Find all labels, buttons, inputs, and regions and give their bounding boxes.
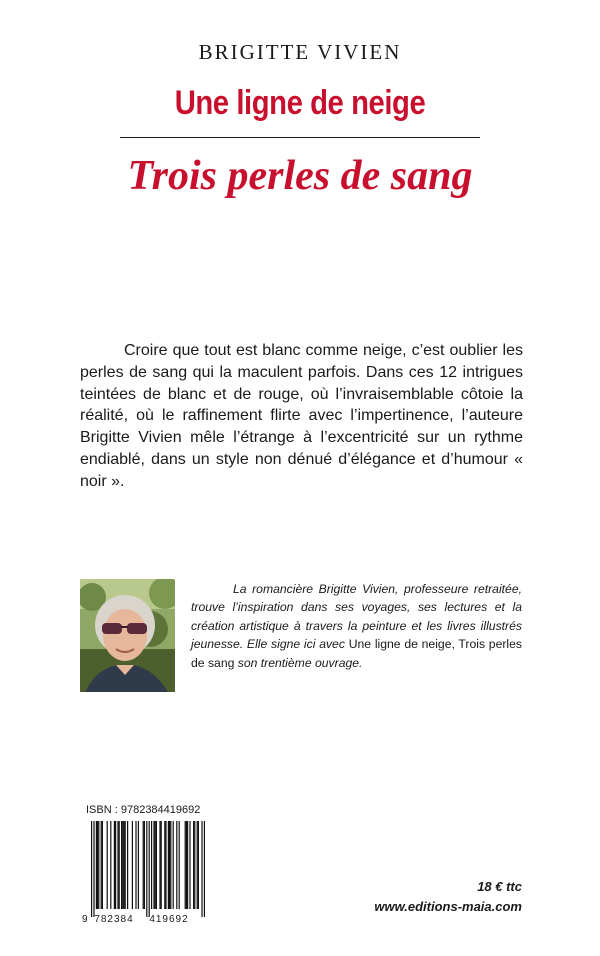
barcode-bar: [197, 821, 198, 909]
barcode-bar: [93, 821, 94, 917]
barcode-bar: [96, 821, 97, 909]
barcode-bar: [119, 821, 120, 909]
barcode-bar: [151, 821, 152, 909]
barcode-digits-left: 782384: [94, 914, 134, 924]
barcode-bar: [204, 821, 205, 917]
barcode-bar: [107, 821, 108, 909]
barcode-bar: [146, 821, 147, 917]
bio-book-title: Une ligne de neige, Trois perles de sang: [191, 637, 522, 670]
barcode-bar: [101, 821, 102, 909]
barcode-bar: [102, 821, 103, 909]
barcode-bar: [179, 821, 180, 909]
back-cover-blurb: Croire que tout est blanc comme neige, c’est oublier les perles de sang qui la maculent parfois. Dans ces 12 intrigues teintées de blanc et de rouge, où l’invraisemblable côtoie la réalité, où le raffinement flirte avec l’impertinence, l’auteure Brigitte Vivien mêle l’étrange à l’excentricité sur un rythme endiablé, dans un style non dénué d’élégance et d’humour « noir ».: [80, 342, 523, 490]
barcode-bar: [132, 821, 133, 909]
bio-text-part-2: son trentième ouvrage.: [234, 655, 363, 670]
barcode-bar: [122, 821, 123, 909]
barcode-bar: [201, 821, 202, 917]
barcode-digits-right: 419692: [149, 914, 189, 924]
barcode-bar: [97, 821, 98, 909]
bio-text-part-1: La romancière Brigitte Vivien, professeure retraitée, trouve l’inspiration dans ses voyages, ses lectures et la création artistique à travers la peinture et les livres illustrés jeunesse. Elle signe ici avec: [191, 582, 522, 652]
barcode-digit-first: 9: [82, 914, 88, 924]
barcode-bar: [149, 821, 150, 917]
title-divider: [120, 137, 480, 138]
book-title-line-1: Une ligne de neige: [174, 84, 426, 122]
barcode-bar: [185, 821, 186, 909]
author-portrait-photo: [80, 579, 175, 692]
barcode-bar: [114, 821, 115, 909]
barcode-bar: [156, 821, 157, 909]
barcode-bar: [198, 821, 199, 909]
barcode-bar: [143, 821, 144, 909]
barcode-bar: [176, 821, 177, 909]
barcode-bar: [173, 821, 174, 909]
barcode-bar: [186, 821, 187, 909]
barcode-bar: [170, 821, 171, 909]
barcode-bar: [138, 821, 139, 909]
barcode-bar: [121, 821, 122, 909]
publisher-website: www.editions-maia.com: [374, 899, 522, 914]
portrait-illustration: [80, 579, 175, 692]
isbn-label: ISBN : 9782384419692: [86, 804, 201, 816]
barcode-bar: [161, 821, 162, 909]
barcode-bar: [155, 821, 156, 909]
price-label: 18 € ttc: [477, 879, 522, 894]
barcode-bar: [187, 821, 188, 909]
barcode-bar: [159, 821, 160, 909]
barcode-bar: [194, 821, 195, 909]
author-biography: [191, 580, 522, 672]
barcode-bar: [189, 821, 190, 909]
barcode-bar: [135, 821, 136, 909]
barcode-bar: [193, 821, 194, 909]
ean13-barcode: [80, 819, 208, 924]
barcode-bar: [127, 821, 128, 909]
barcode-bar: [117, 821, 118, 909]
barcode-graphic: [80, 819, 208, 924]
author-name: BRIGITTE VIVIEN: [198, 40, 402, 64]
barcode-bar: [165, 821, 166, 909]
barcode-bar: [125, 821, 126, 909]
barcode-bar: [91, 821, 92, 917]
book-title-line-2: Trois perles de sang: [127, 153, 473, 199]
barcode-bar: [123, 821, 124, 909]
barcode-bar: [115, 821, 116, 909]
barcode-bar: [98, 821, 99, 909]
barcode-bar: [153, 821, 154, 909]
barcode-bar: [110, 821, 111, 909]
barcode-bars: [91, 821, 205, 917]
barcode-bar: [164, 821, 165, 909]
barcode-bar: [169, 821, 170, 909]
barcode-bar: [144, 821, 145, 909]
barcode-bar: [168, 821, 169, 909]
